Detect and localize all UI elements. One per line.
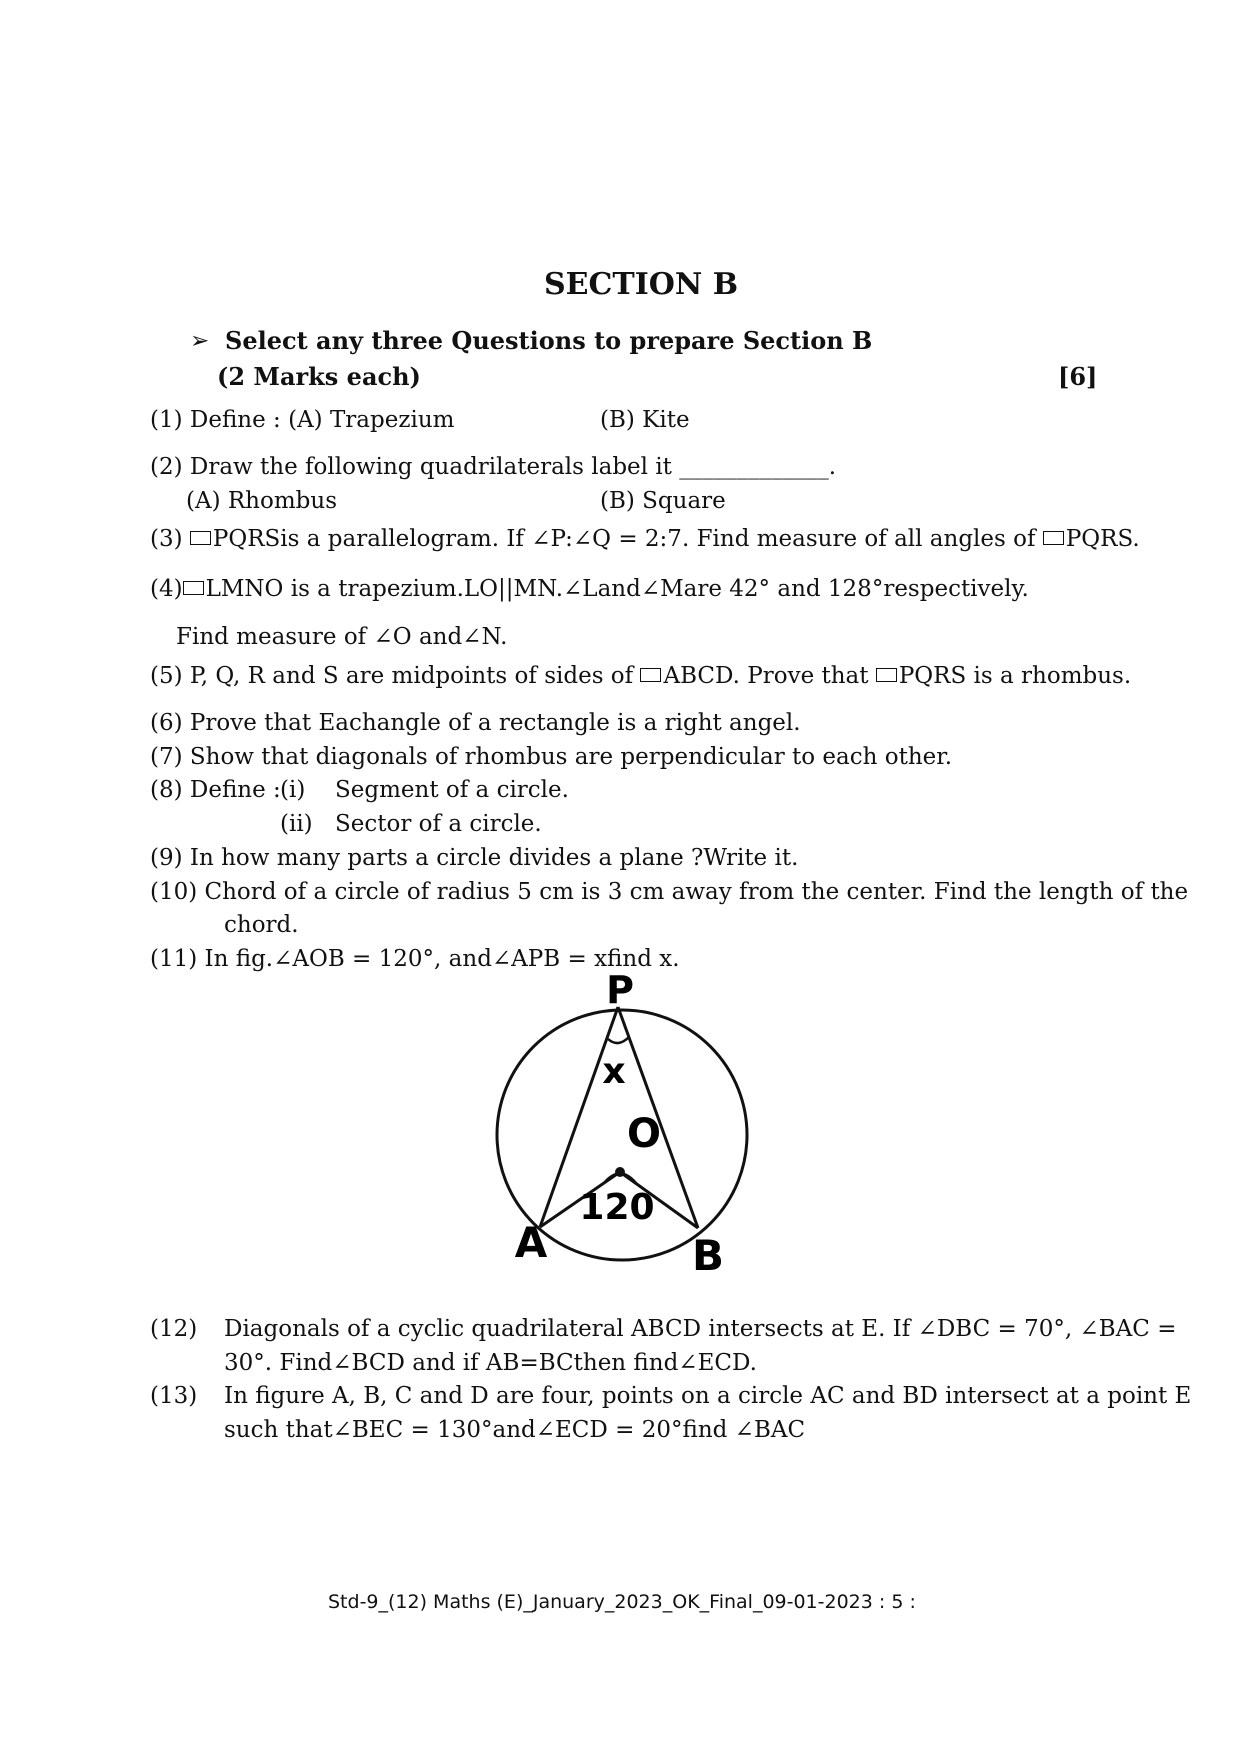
- question-3-number: (3): [150, 526, 190, 552]
- question-5-text: (5) P, Q, R and S are midpoints of sides of: [150, 663, 641, 689]
- label-a: A: [514, 1218, 548, 1267]
- arrow-bullet-icon: ➢: [190, 328, 210, 354]
- question-8-item-ii: Sector of a circle.: [335, 811, 542, 837]
- question-8-item-ii-marker: (ii): [280, 811, 313, 837]
- circle-figure: [450, 975, 770, 1275]
- question-3-end: PQRS.: [1065, 526, 1140, 552]
- question-4-number: (4): [150, 576, 183, 602]
- question-5-end: PQRS is a rhombus.: [898, 663, 1132, 689]
- question-13-number: (13): [150, 1383, 198, 1409]
- question-2: (2) Draw the following quadrilaterals label it _____________.: [150, 454, 837, 480]
- quadrilateral-symbol-icon: [876, 668, 897, 682]
- question-8-item-i-marker: (i): [280, 777, 306, 803]
- quadrilateral-symbol-icon: [1043, 531, 1064, 545]
- question-8-lead: (8) Define :: [150, 777, 281, 803]
- center-point-o: [615, 1167, 625, 1177]
- question-12-line-2: 30°. Find∠BCD and if AB=BCthen find∠ECD.: [224, 1350, 757, 1376]
- label-o: O: [626, 1111, 662, 1157]
- question-3: [150, 524, 1140, 554]
- question-6: (6) Prove that Eachangle of a rectangle is a right angel.: [150, 710, 801, 736]
- question-4-text: LMNO is a trapezium.LO||MN.∠Land∠Mare 42° and 128°respectively.: [205, 576, 1029, 602]
- section-title: SECTION B: [544, 267, 739, 302]
- question-2-option-a: (A) Rhombus: [186, 488, 337, 514]
- label-b: B: [691, 1231, 725, 1275]
- question-13-line-2: such that∠BEC = 130°and∠ECD = 20°find ∠BAC: [224, 1417, 806, 1443]
- total-marks: [6]: [1058, 362, 1098, 391]
- label-p: P: [606, 975, 634, 1012]
- question-1: [150, 405, 454, 435]
- question-5: [150, 661, 1131, 691]
- question-4-line-2: Find measure of ∠O and∠N.: [176, 624, 508, 650]
- question-3-text: PQRSis a parallelogram. If ∠P:∠Q = 2:7. Find measure of all angles of: [212, 526, 1043, 552]
- question-9: (9) In how many parts a circle divides a plane ?Write it.: [150, 845, 799, 871]
- quadrilateral-symbol-icon: [183, 581, 204, 595]
- marks-each: (2 Marks each): [217, 362, 421, 391]
- quadrilateral-symbol-icon: [190, 531, 211, 545]
- question-2-option-b: (B) Square: [600, 488, 726, 514]
- page-footer: Std-9_(12) Maths (E)_January_2023_OK_Final_09-01-2023 : 5 :: [328, 1591, 916, 1613]
- question-7: (7) Show that diagonals of rhombus are perpendicular to each other.: [150, 744, 953, 770]
- question-12-number: (12): [150, 1316, 198, 1342]
- question-5-mid: ABCD. Prove that: [663, 663, 876, 689]
- section-instruction: Select any three Questions to prepare Section B: [225, 326, 873, 355]
- question-12: Diagonals of a cyclic quadrilateral ABCD intersects at E. If ∠DBC = 70°, ∠BAC =: [224, 1316, 1177, 1342]
- question-1-option-b: (B) Kite: [600, 407, 690, 433]
- question-1-text: Define : (A) Trapezium: [189, 407, 455, 433]
- question-1-number: (1): [150, 407, 183, 433]
- question-10: (10) Chord of a circle of radius 5 cm is 3 cm away from the center. Find the length of the: [150, 879, 1189, 905]
- question-13: In figure A, B, C and D are four, points on a circle AC and BD intersect at a point E: [224, 1383, 1192, 1409]
- question-4: [150, 574, 1029, 604]
- question-11: (11) In fig.∠AOB = 120°, and∠APB = xfind x.: [150, 946, 680, 972]
- question-8-item-i: Segment of a circle.: [335, 777, 569, 803]
- quadrilateral-symbol-icon: [640, 668, 661, 682]
- angle-arc-p: [608, 1037, 629, 1043]
- label-x: x: [602, 1051, 626, 1092]
- label-angle-120: 120: [579, 1187, 655, 1228]
- question-10-line-2: chord.: [224, 912, 299, 938]
